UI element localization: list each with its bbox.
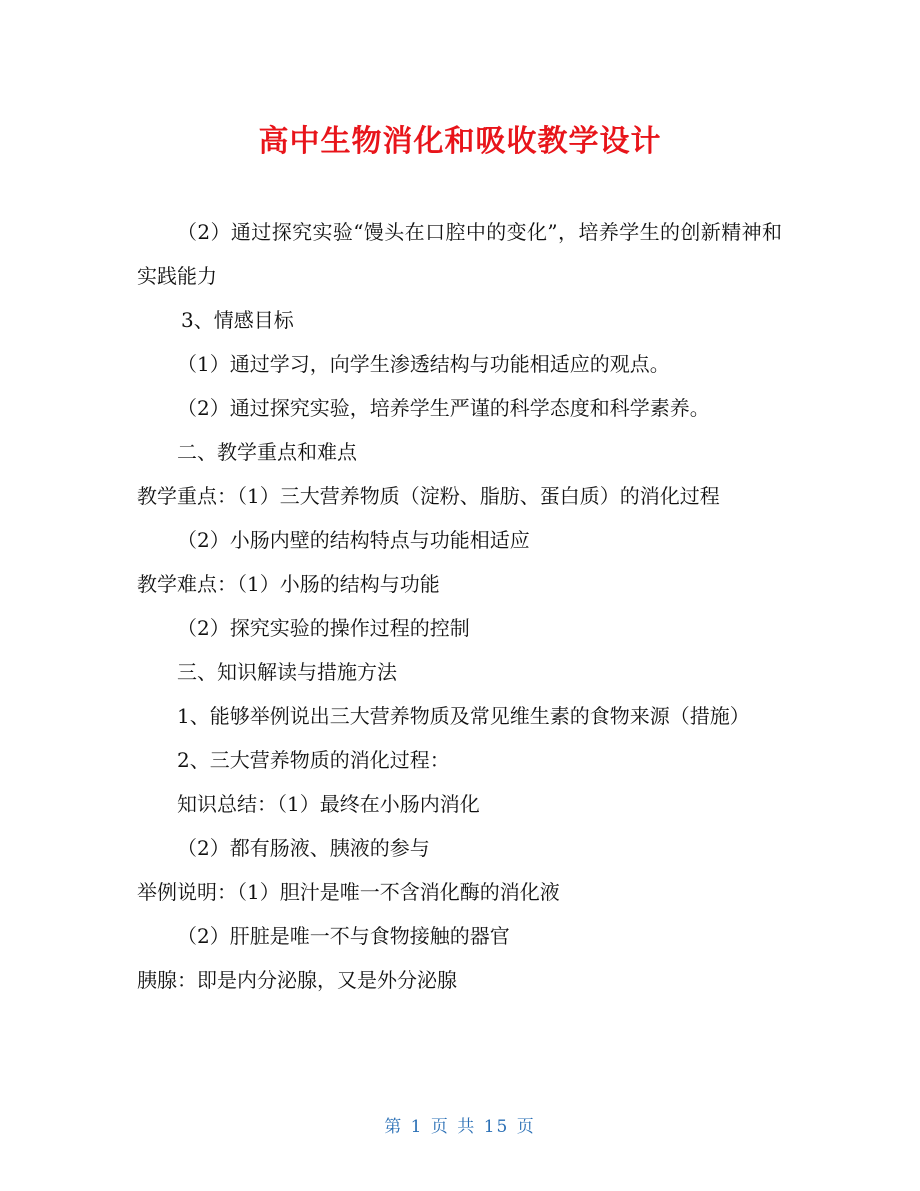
- paragraph-3: （1）通过学习，向学生渗透结构与功能相适应的观点。: [177, 352, 670, 376]
- paragraph-8: 教学难点：（1）小肠的结构与功能: [137, 572, 440, 596]
- footer-suffix: 页: [516, 1117, 536, 1137]
- paragraph-14: （2）都有肠液、胰液的参与: [177, 836, 430, 860]
- paragraph-5: 二、教学重点和难点: [177, 440, 357, 464]
- paragraph-9: （2）探究实验的操作过程的控制: [177, 616, 470, 640]
- footer-middle: 页 共: [430, 1117, 477, 1137]
- footer-current-page: 1: [410, 1117, 424, 1137]
- paragraph-15: 举例说明：（1）胆汁是唯一不含消化酶的消化液: [137, 880, 560, 904]
- paragraph-10: 三、知识解读与措施方法: [177, 660, 397, 684]
- document-body: [137, 210, 782, 1002]
- paragraph-11: 1、能够举例说出三大营养物质及常见维生素的食物来源（措施）: [177, 704, 750, 728]
- footer-prefix: 第: [384, 1117, 404, 1137]
- paragraph-4: （2）通过探究实验，培养学生严谨的科学态度和科学素养。: [177, 396, 710, 420]
- paragraph-12: 2、三大营养物质的消化过程：: [177, 748, 450, 772]
- page-footer: [0, 1112, 920, 1137]
- document-title: 高中生物消化和吸收教学设计: [258, 124, 662, 159]
- paragraph-13: 知识总结：（1）最终在小肠内消化: [177, 792, 480, 816]
- paragraph-1: （2）通过探究实验“馒头在口腔中的变化”，培养学生的创新精神和实践能力: [137, 220, 782, 288]
- paragraph-7: （2）小肠内壁的结构特点与功能相适应: [177, 528, 530, 552]
- paragraph-2: 3、情感目标: [181, 308, 294, 332]
- paragraph-6: 教学重点：（1）三大营养物质（淀粉、脂肪、蛋白质）的消化过程: [137, 484, 720, 508]
- paragraph-16: （2）肝脏是唯一不与食物接触的器官: [177, 924, 510, 948]
- paragraph-17: 胰腺：即是内分泌腺，又是外分泌腺: [137, 968, 457, 992]
- footer-total-pages: 15: [483, 1117, 510, 1137]
